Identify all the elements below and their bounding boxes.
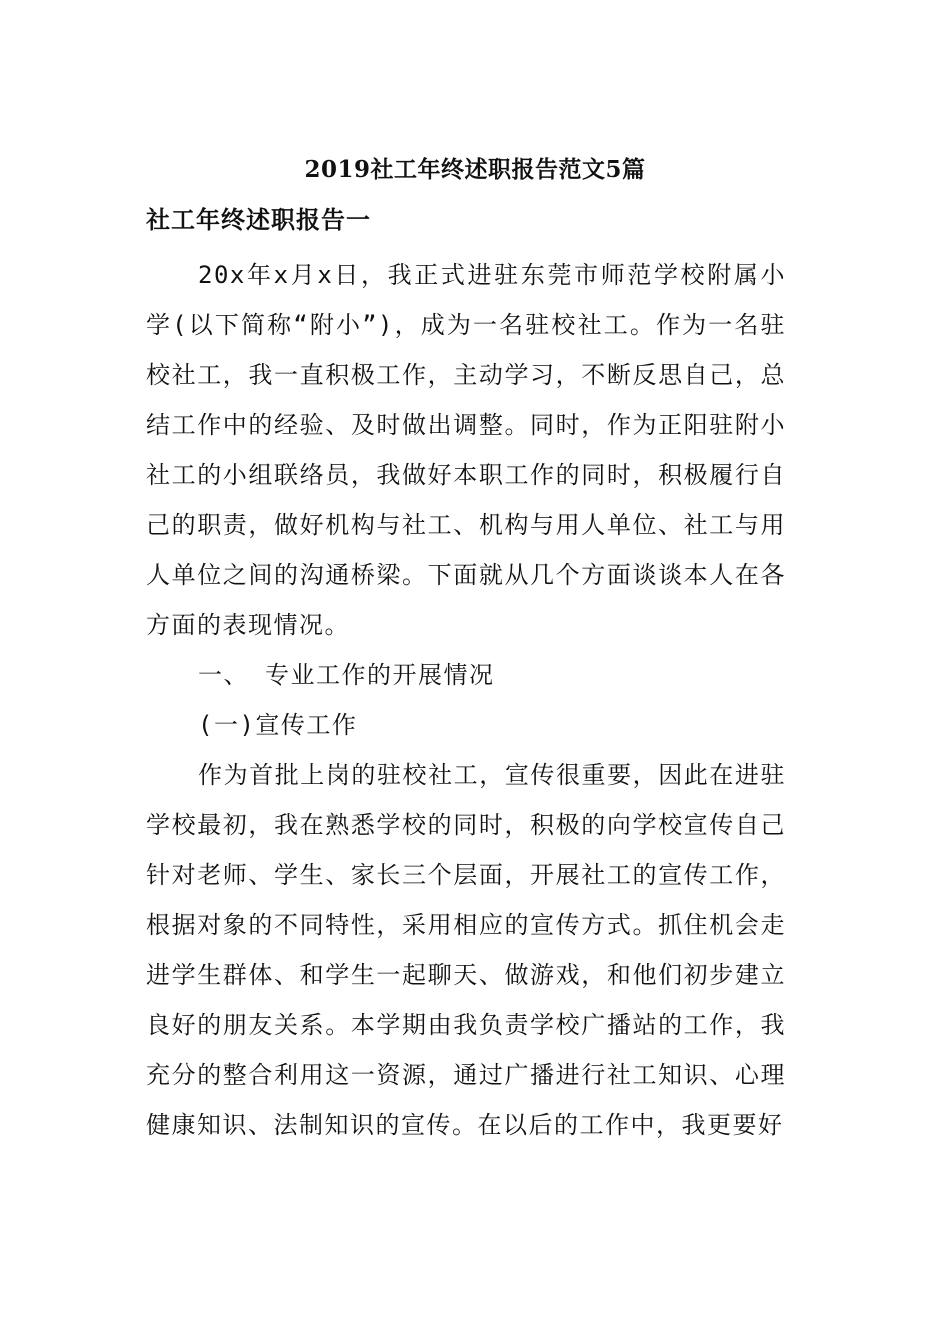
outline-heading-2: (一)宣传工作 (198, 711, 358, 739)
paragraph-publicity: 作为首批上岗的驻校社工，宣传很重要，因此在进驻学校最初，我在熟悉学校的同时，积极的向学校宣传自己针对老师、学生、家长三个层面，开展社工的宣传工作，根据对象的不同特性，采用相应的宣传方式。抓住机会走进学生群体、和学生一起聊天、做游戏，和他们初步建立良好的朋友关系。本学期由我负责学校广播站的工作，我充分的整合利用这一资源，通过广播进行社工知识、心理健康知识、法制知识的宣传。在以后的工作中，我更要好 (146, 761, 786, 1139)
section-heading: 社工年终述职报告一 (146, 205, 371, 234)
outline-heading-1: 一、 专业工作的开展情况 (198, 661, 495, 689)
paragraph-intro: 20x年x月x日，我正式进驻东莞市师范学校附属小学(以下简称“附小”)，成为一名驻校社工。作为一名驻校社工，我一直积极工作，主动学习，不断反思自己，总结工作中的经验、及时做出调整。同时，作为正阳驻附小社工的小组联络员，我做好本职工作的同时，积极履行自己的职责，做好机构与社工、机构与用人单位、社工与用人单位之间的沟通桥梁。下面就从几个方面谈谈本人在各方面的表现情况。 (146, 261, 786, 639)
document-body (146, 250, 786, 1150)
document-title: 2019社工年终述职报告范文5篇 (304, 156, 646, 183)
